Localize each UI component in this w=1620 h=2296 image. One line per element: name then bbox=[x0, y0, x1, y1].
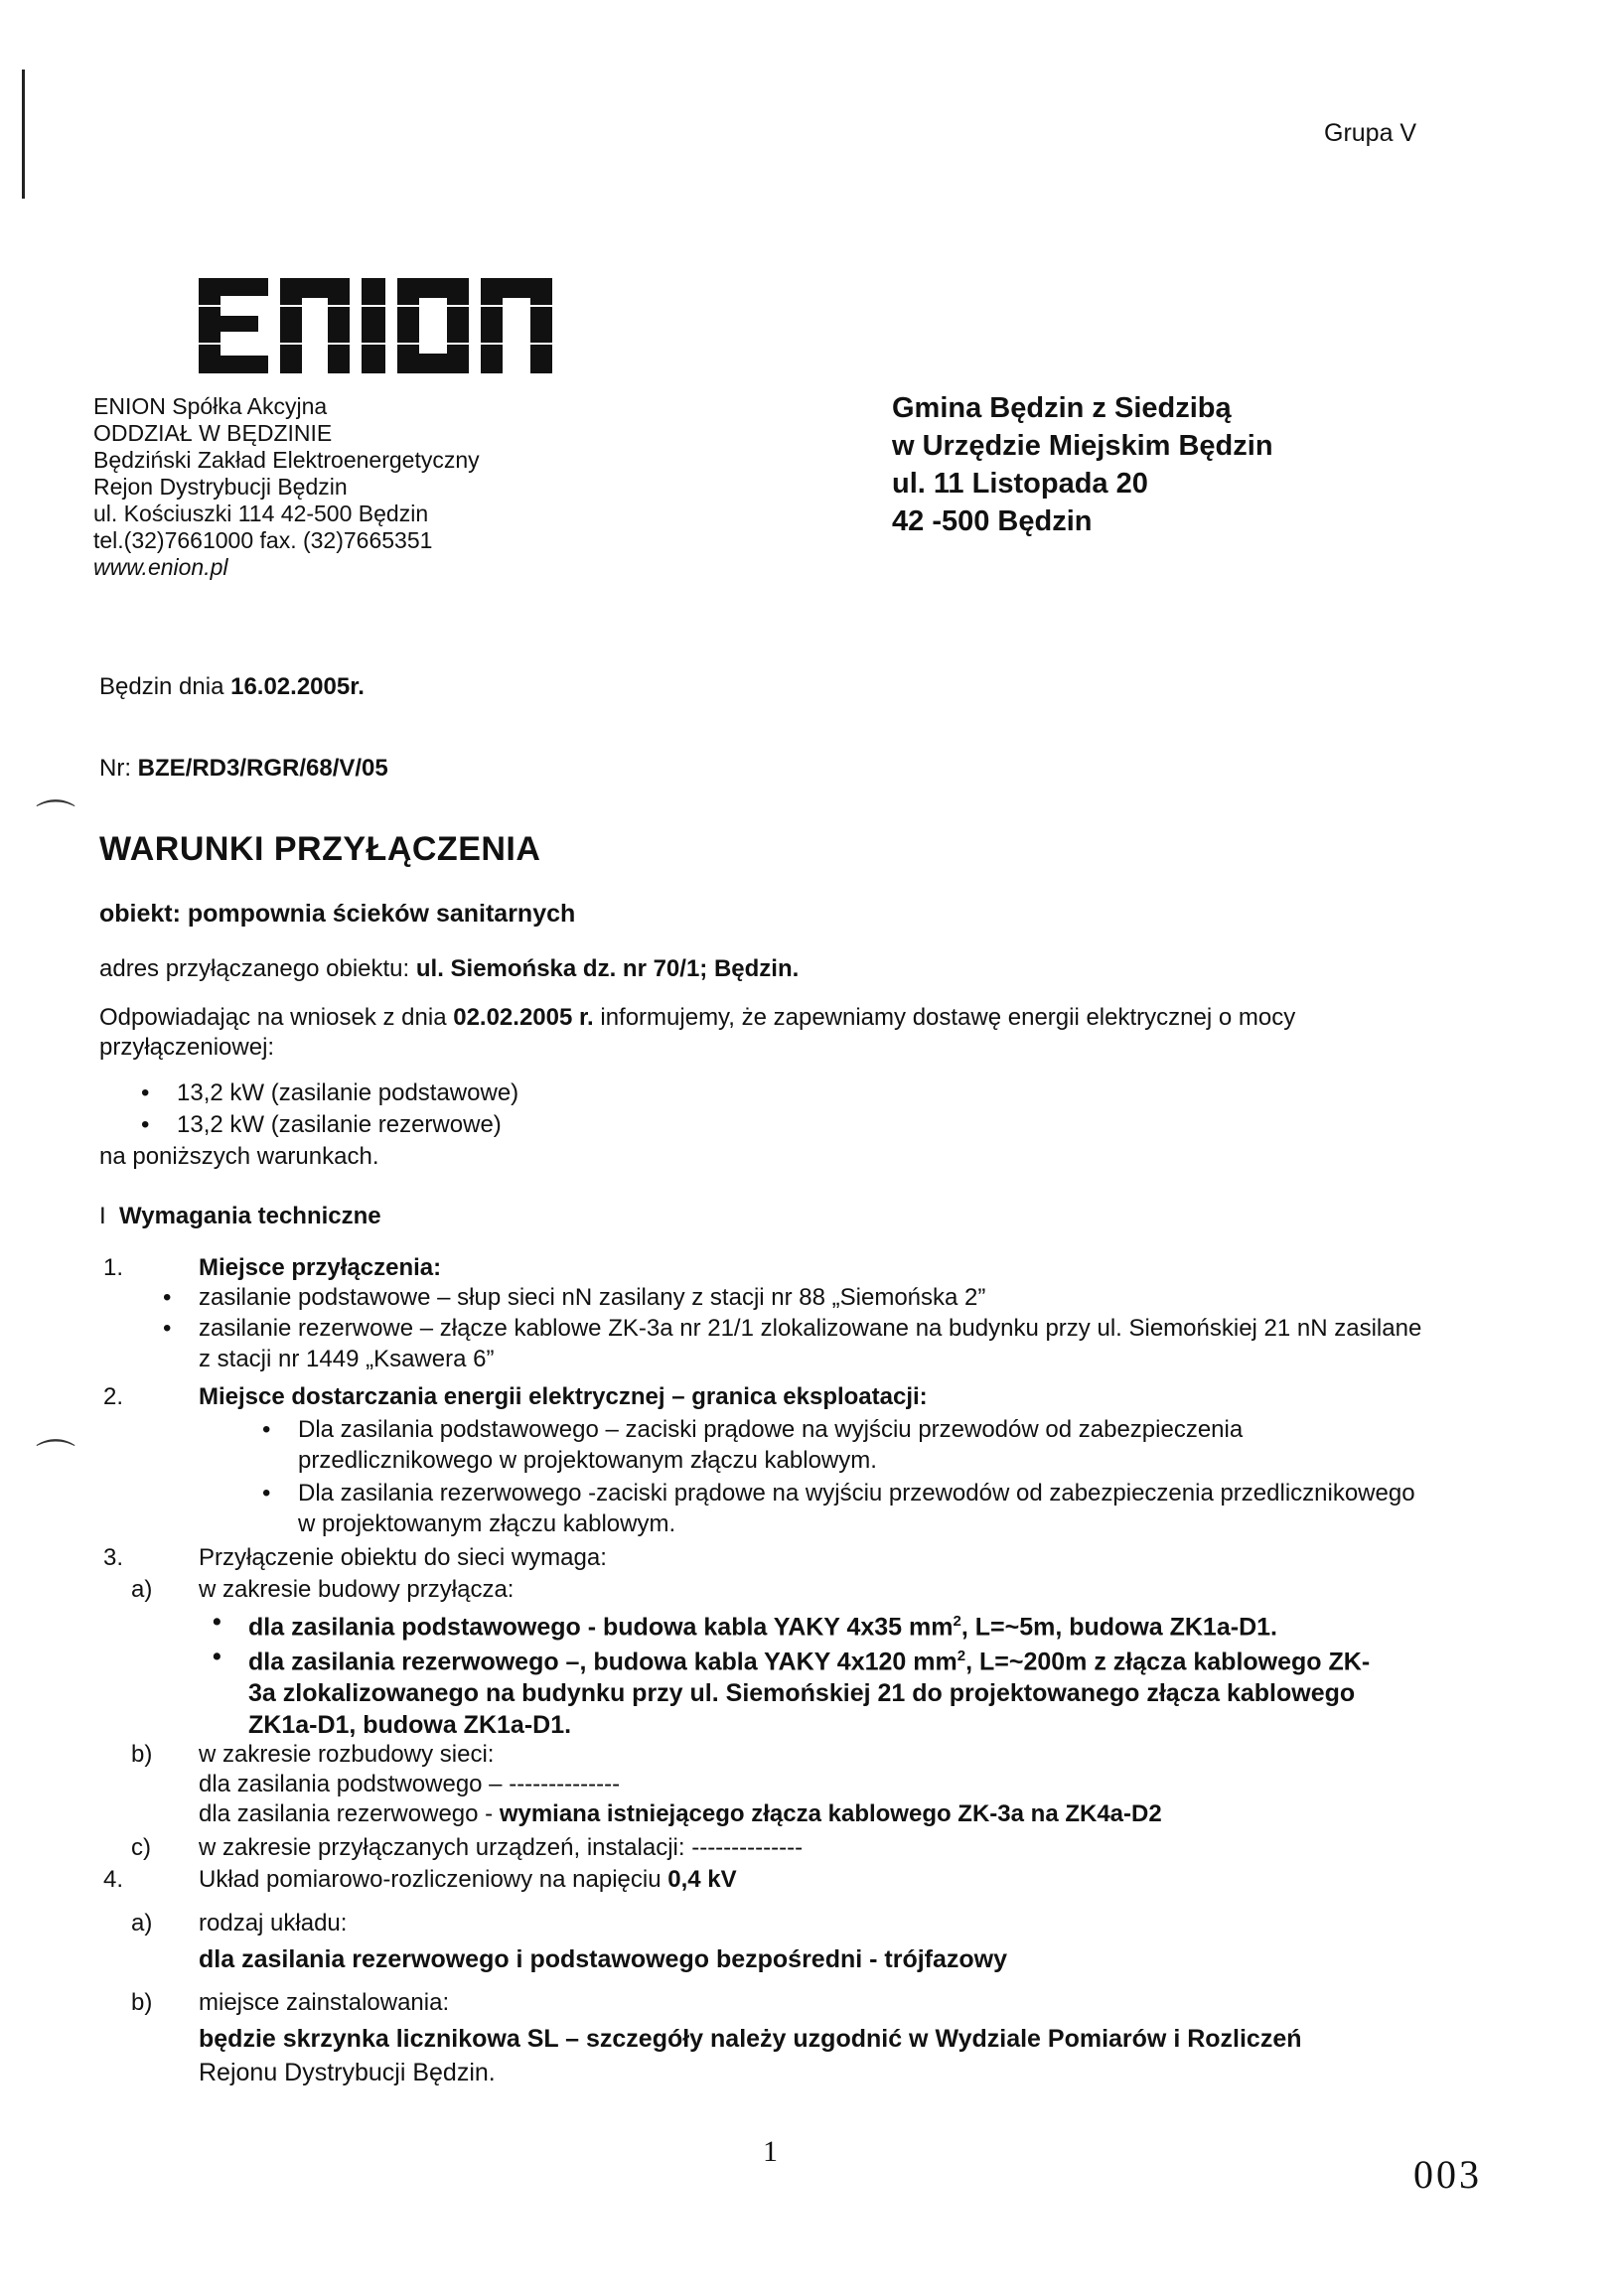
power-item: • 13,2 kW (zasilanie rezerwowe) bbox=[177, 1110, 502, 1140]
recipient-address bbox=[892, 389, 1273, 540]
reference-number bbox=[99, 755, 388, 783]
sub-label: a) bbox=[131, 1576, 153, 1603]
item-title bbox=[199, 1865, 737, 1895]
item-number: 4. bbox=[103, 1866, 124, 1893]
page-number: 1 bbox=[763, 2135, 778, 2168]
enion-logo bbox=[199, 266, 576, 390]
address-value: ul. Siemońska dz. nr 70/1; Będzin. bbox=[415, 955, 800, 982]
object-address bbox=[99, 955, 799, 983]
power-item: • 13,2 kW (zasilanie podstawowe) bbox=[177, 1078, 518, 1108]
margin-scan-line bbox=[22, 70, 25, 199]
sub-value: Rejonu Dystrybucji Będzin. bbox=[199, 2059, 496, 2086]
margin-mark: ⌒ bbox=[36, 797, 75, 842]
object-line: obiekt: pompownia ścieków sanitarnych bbox=[99, 900, 576, 928]
sub-label: a) bbox=[131, 1910, 153, 1937]
sub-title: w zakresie przyłączanych urządzeń, instalacji: -------------- bbox=[199, 1834, 804, 1861]
item-number: 1. bbox=[103, 1254, 124, 1281]
item-bullet: • zasilanie podstawowe – słup sieci nN zasilany z stacji nr 88 „Siemońska 2” bbox=[199, 1283, 985, 1313]
sub-line-bold: wymiana istniejącego złącza kablowego ZK-3a na ZK4a-D2 bbox=[499, 1800, 1162, 1827]
item-title: Miejsce przyłączenia: bbox=[199, 1254, 442, 1281]
group-label: Grupa V bbox=[1324, 119, 1417, 147]
sub-line: dla zasilania podstwowego – -------------- bbox=[199, 1771, 621, 1797]
bullet-sup: 2 bbox=[957, 1648, 966, 1664]
item-bullet: • Dla zasilania rezerwowego -zaciski prądowe na wyjściu przewodów od zabezpieczenia przedlicznikowego w projektowanym złączu kablowym. bbox=[298, 1478, 1430, 1539]
item-bullet: • Dla zasilania podstawowego – zaciski prądowe na wyjściu przewodów od zabezpieczenia przedlicznikowego w projektowanym złączu kablowym. bbox=[298, 1414, 1430, 1476]
address-prefix: adres przyłączanego obiektu: bbox=[99, 955, 416, 982]
sub-title: w zakresie rozbudowy sieci: bbox=[199, 1741, 495, 1768]
section-heading bbox=[99, 1202, 381, 1231]
section-number: I bbox=[99, 1203, 106, 1229]
sub-title: w zakresie budowy przyłącza: bbox=[199, 1576, 515, 1603]
sub-title: miejsce zainstalowania: bbox=[199, 1989, 450, 2016]
date-value: 16.02.2005r. bbox=[230, 673, 365, 700]
bullet-text: dla zasilania rezerwowego –, budowa kabla YAKY 4x120 mm bbox=[248, 1648, 957, 1676]
margin-mark: ⌒ bbox=[36, 1437, 75, 1482]
bullet-text: , L=~5m, budowa ZK1a-D1. bbox=[960, 1613, 1277, 1642]
item-title-bold: 0,4 kV bbox=[667, 1866, 737, 1893]
sub-line bbox=[199, 1799, 1162, 1829]
intro-text: Odpowiadając na wniosek z dnia bbox=[99, 1004, 454, 1031]
sub-title: rodzaj układu: bbox=[199, 1910, 348, 1937]
bullet-text: , L=~200m z złącza kablowego ZK-3a zlokalizowanego na budynku przy ul. Siemońskiej 21 do projektowanego złącza kablowego ZK1a-D1, budowa ZK1a-D1. bbox=[248, 1648, 1371, 1740]
section-title: Wymagania techniczne bbox=[119, 1203, 381, 1229]
sub-label: c) bbox=[131, 1834, 151, 1861]
sender-line: ENION Spółka Akcyjna bbox=[93, 393, 328, 419]
document-date bbox=[99, 673, 365, 701]
reference-value: BZE/RD3/RGR/68/V/05 bbox=[137, 755, 388, 782]
sub-bullet bbox=[248, 1641, 1371, 1741]
recipient-line: ul. 11 Listopada 20 bbox=[892, 468, 1148, 500]
sender-line: ODDZIAŁ W BĘDZINIE bbox=[93, 420, 333, 446]
recipient-line: w Urzędzie Miejskim Będzin bbox=[892, 430, 1273, 462]
intro-paragraph bbox=[99, 1003, 1430, 1063]
intro-closing: na poniższych warunkach. bbox=[99, 1143, 379, 1170]
sub-bullet bbox=[248, 1607, 1277, 1642]
sender-line: tel.(32)7661000 fax. (32)7665351 bbox=[93, 527, 433, 553]
item-title: Przyłączenie obiektu do sieci wymaga: bbox=[199, 1544, 607, 1571]
sub-value: będzie skrzynka licznikowa SL – szczegóły należy uzgodnić w Wydziale Pomiarów i Rozliczeń bbox=[199, 2025, 1302, 2053]
recipient-line: Gmina Będzin z Siedzibą bbox=[892, 392, 1232, 424]
sender-website: www.enion.pl bbox=[93, 554, 228, 580]
recipient-line: 42 -500 Będzin bbox=[892, 505, 1093, 537]
sender-line: Będziński Zakład Elektroenergetyczny bbox=[93, 447, 480, 473]
sender-line: Rejon Dystrybucji Będzin bbox=[93, 474, 348, 500]
sub-label: b) bbox=[131, 1741, 153, 1768]
document-title: WARUNKI PRZYŁĄCZENIA bbox=[99, 830, 541, 868]
date-prefix: Będzin dnia bbox=[99, 673, 231, 700]
intro-date: 02.02.2005 r. bbox=[453, 1004, 594, 1031]
page-stamp: 003 bbox=[1413, 2152, 1482, 2197]
item-title-text: Układ pomiarowo-rozliczeniowy na napięciu bbox=[199, 1866, 668, 1893]
sub-line-text: dla zasilania rezerwowego - bbox=[199, 1800, 500, 1827]
sub-label: b) bbox=[131, 1989, 153, 2016]
bullet-sup: 2 bbox=[953, 1613, 961, 1630]
item-number: 2. bbox=[103, 1383, 124, 1410]
item-title: Miejsce dostarczania energii elektrycznej – granica eksploatacji: bbox=[199, 1383, 928, 1410]
bullet-text: dla zasilania podstawowego - budowa kabla YAKY 4x35 mm bbox=[248, 1613, 954, 1642]
reference-prefix: Nr: bbox=[99, 755, 138, 782]
intro-text: informujemy, że zapewniamy dostawę energii elektrycznej o mocy przyłączeniowej: bbox=[99, 1004, 1296, 1061]
item-number: 3. bbox=[103, 1544, 124, 1571]
sender-address bbox=[93, 393, 480, 581]
item-bullet: • zasilanie rezerwowe – złącze kablowe ZK-3a nr 21/1 zlokalizowane na budynku przy ul. Siemońskiej 21 nN zasilane z stacji nr 1449 „Ksawera 6” bbox=[199, 1313, 1430, 1374]
sender-line: ul. Kościuszki 114 42-500 Będzin bbox=[93, 501, 429, 526]
sub-value: dla zasilania rezerwowego i podstawowego bezpośredni - trójfazowy bbox=[199, 1945, 1008, 1973]
